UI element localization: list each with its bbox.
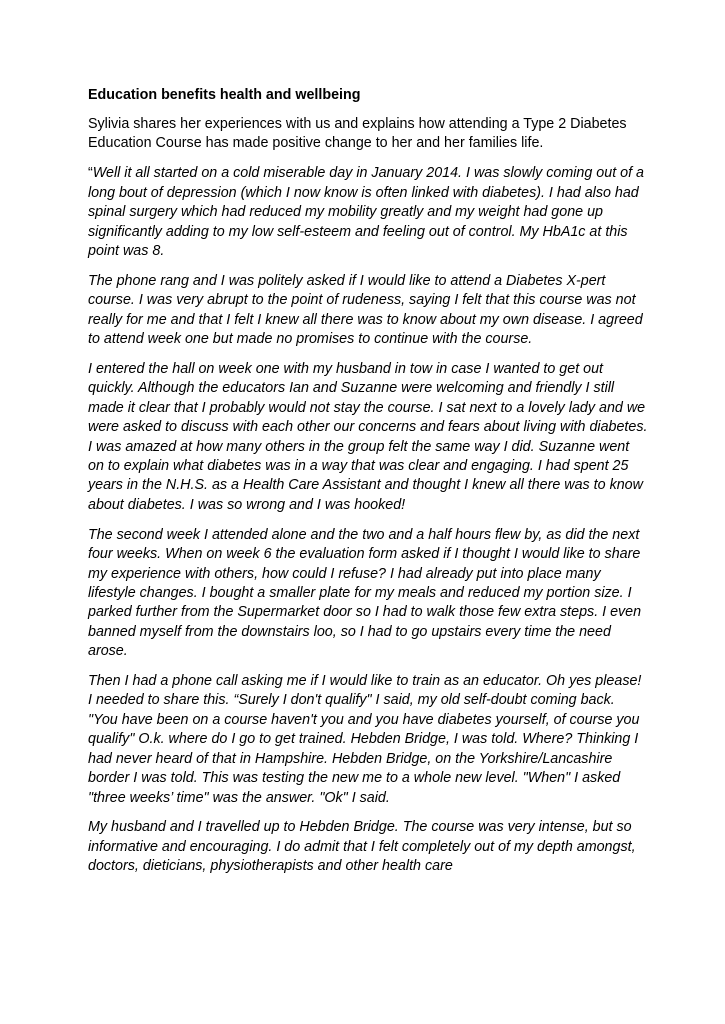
story-paragraph-2: The phone rang and I was politely asked if I would like to attend a Diabetes X-pert course. I was very abrupt to the point of rudeness, saying I felt that this course was not really for me and that I felt I knew all there was to know about my own disease. I agreed to attend week one but made no promises to continue with the course.	[88, 272, 643, 348]
story-paragraph-6: My husband and I travelled up to Hebden Bridge. The course was very intense, but so informative and encouraging. I do admit that I felt completely out of my depth amongst, doctors, dieticians, physiotherapists and other health care	[88, 819, 636, 875]
story-paragraph-5: Then I had a phone call asking me if I would like to train as an educator. Oh yes please! I needed to share this. “Surely I don't qualify" I said, my old self-doubt coming back. "You have been on a course haven't you and you have diabetes yourself, of course you qualify" O.k. where do I go to get trained. Hebden Bridge, I was told. Where? Thinking I had never heard of that in Hampshire. Hebden Bridge, on the Yorkshire/Lancashire border I was told. This was testing the new me to a whole new level. "When" I asked "three weeks’ time" was the answer. "Ok" I said.	[88, 673, 642, 806]
opening-quote-mark: “	[88, 165, 93, 182]
story-paragraph-4: The second week I attended alone and the two and a half hours flew by, as did the next four weeks. When on week 6 the evaluation form asked if I thought I would like to share my experience with others, how could I refuse? I had already put into place many lifestyle changes. I bought a smaller plate for my meals and reduced my portion size. I parked further from the Supermarket door so I had to walk those few extra steps. I even banned myself from the downstairs loo, so I had to go upstairs every time the need arose.	[88, 526, 642, 660]
document-page	[88, 86, 648, 887]
document-title: Education benefits health and wellbeing	[88, 87, 361, 103]
story-paragraph-1-text: Well it all started on a cold miserable day in January 2014. I was slowly coming out of a long bout of depression (which I now know is often linked with diabetes). I had also had spinal surgery which had reduced my mobility greatly and my weight had gone up significantly adding to my low self-esteem and feeling out of control. My HbA1c at this point was 8.	[88, 165, 644, 259]
story-paragraph-3: I entered the hall on week one with my husband in tow in case I wanted to get out quickly. Although the educators Ian and Suzanne were welcoming and friendly I still made it clear that I probably would not stay the course. I sat next to a lovely lady and we were asked to discuss with each other our concerns and fears about living with diabetes. I was amazed at how many others in the group felt the same way I did. Suzanne went on to explain what diabetes was in a way that was clear and engaging. I had spent 25 years in the N.H.S. as a Health Care Assistant and thought I knew all there was to know about diabetes. I was so wrong and I was hooked!	[88, 360, 648, 513]
story-paragraph-1	[88, 164, 648, 261]
intro-paragraph: Sylivia shares her experiences with us and explains how attending a Type 2 Diabetes Education Course has made positive change to her and her families life.	[88, 116, 627, 152]
